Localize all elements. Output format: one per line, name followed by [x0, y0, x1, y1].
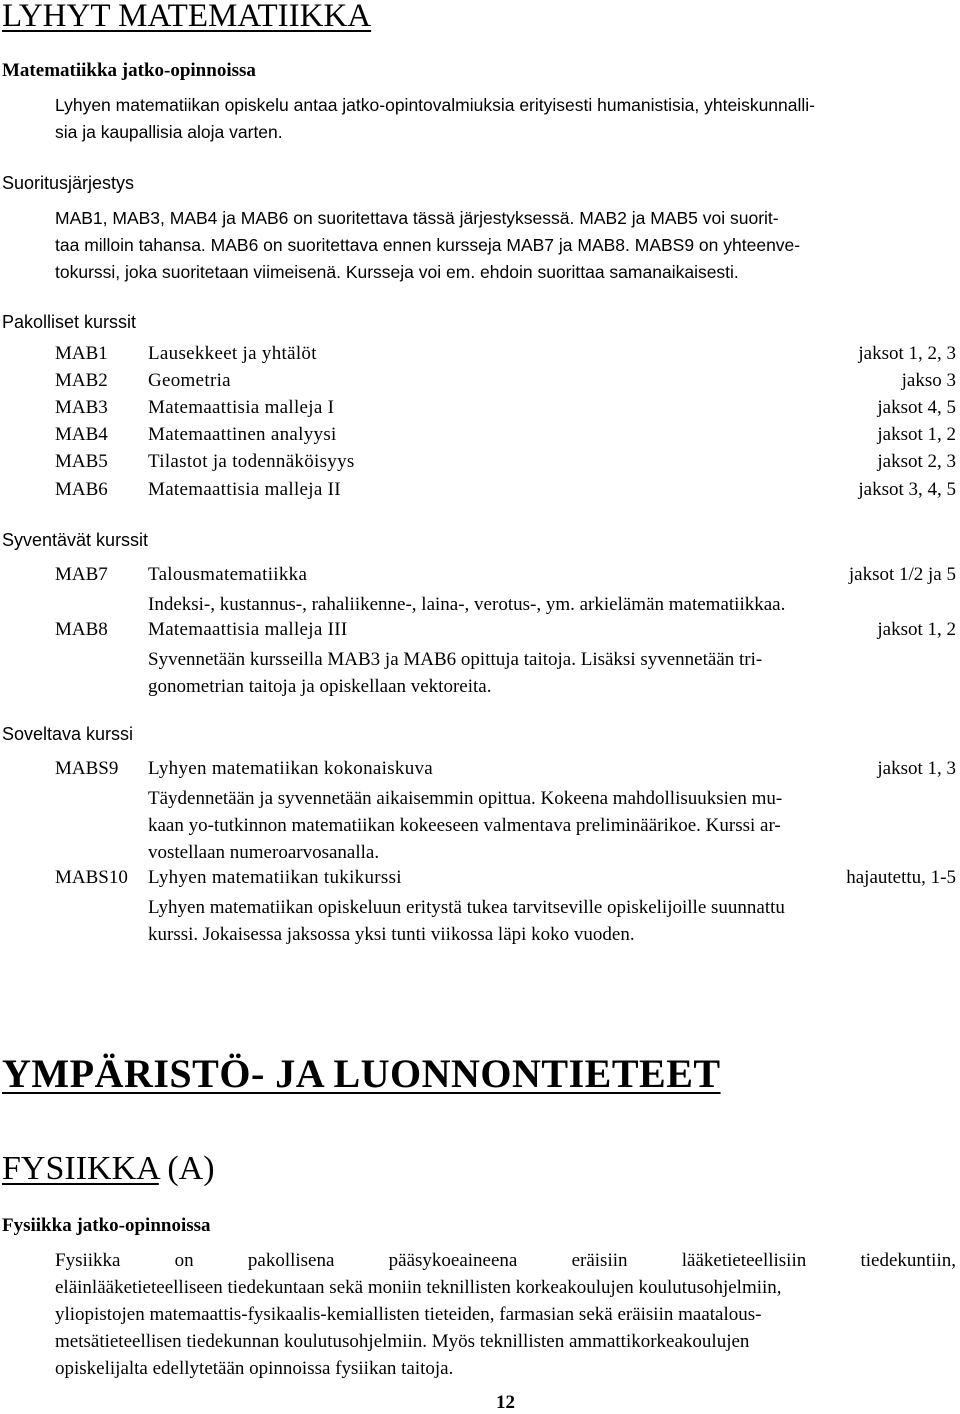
jatko-paragraph — [55, 92, 815, 146]
physics-word: on — [174, 1250, 194, 1271]
course-period: jaksot 2, 3 — [877, 451, 956, 472]
physics-word: eräisiin — [571, 1250, 628, 1271]
order-line: MAB1, MAB3, MAB4 ja MAB6 on suoritettava tässä järjestyksessä. MAB2 ja MAB5 voi suorit- — [55, 208, 779, 228]
course-code: MAB1 — [55, 343, 108, 364]
applied-heading: Soveltava kurssi — [2, 724, 134, 744]
physics-line: yliopistojen matemaattis-fysikaalis-kemiallisten tieteiden, farmasian sekä eräisiin maatalous- — [55, 1304, 762, 1325]
course-row — [55, 867, 956, 894]
jatko-line: Lyhyen matematiikan opiskelu antaa jatko-opintovalmiuksia erityisesti humanistisia, yhteiskunnalli- — [55, 95, 815, 115]
course-name: Matemaattinen analyysi — [148, 424, 337, 445]
course-code: MAB6 — [55, 479, 108, 500]
description-line: vostellaan numeroarvosanalla. — [148, 842, 380, 863]
course-period: jaksot 4, 5 — [877, 397, 956, 418]
course-row — [55, 564, 956, 591]
physics-word: tiedekuntiin, — [860, 1250, 956, 1271]
order-paragraph — [55, 205, 800, 286]
course-period: jaksot 3, 4, 5 — [858, 479, 956, 500]
course-code: MAB7 — [55, 564, 108, 585]
course-name: Tilastot ja todennäköisyys — [148, 451, 355, 472]
description-line: Indeksi-, kustannus-, rahaliikenne-, laina-, verotus-, ym. arkielämän matematiikkaa. — [148, 594, 786, 615]
course-period: jaksot 1, 2 — [877, 424, 956, 445]
physics-word: Fysiikka — [55, 1250, 121, 1271]
jatko-line: sia ja kaupallisia aloja varten. — [55, 122, 283, 142]
page-title: LYHYT MATEMATIIKKA — [2, 0, 372, 34]
course-name: Matemaattisia malleja I — [148, 397, 335, 418]
physics-line: opiskelijalta edellytetään opinnoissa fysiikan taitoja. — [55, 1358, 454, 1379]
course-code: MAB5 — [55, 451, 108, 472]
course-description — [148, 591, 785, 618]
physics-title-suffix: (A) — [167, 1150, 215, 1187]
physics-title — [2, 1150, 215, 1188]
course-period: jaksot 1, 3 — [877, 758, 956, 779]
jatko-heading: Matematiikka jatko-opinnoissa — [2, 60, 256, 81]
page-number: 12 — [496, 1392, 515, 1413]
course-row — [55, 424, 956, 451]
physics-word: pakollisena — [247, 1250, 335, 1271]
course-code: MABS9 — [55, 758, 119, 779]
description-line: kaan yo-tutkinnon matematiikan kokeeseen valmentava preliminäärikoe. Kurssi ar- — [148, 815, 781, 836]
course-name: Matemaattisia malleja II — [148, 479, 341, 500]
section-title: YMPÄRISTÖ- JA LUONNONTIETEET — [2, 1051, 721, 1096]
physics-line: metsätieteellisen tiedekunnan koulutusohjelmiin. Myös teknillisten ammattikorkeakoulujen — [55, 1331, 750, 1352]
physics-line: eläinlääketieteelliseen tiedekuntaan sekä moniin teknillisten korkeakoulujen koulutusohjelmiin, — [55, 1277, 782, 1298]
description-line: Täydennetään ja syvennetään aikaisemmin opittua. Kokeena mahdollisuuksien mu- — [148, 788, 783, 809]
course-period: jaksot 1/2 ja 5 — [848, 564, 956, 585]
course-row — [55, 343, 956, 370]
course-row — [55, 758, 956, 785]
advanced-heading: Syventävät kurssit — [2, 530, 149, 550]
physics-heading: Fysiikka jatko-opinnoissa — [2, 1215, 211, 1236]
course-description — [148, 785, 782, 866]
course-code: MAB8 — [55, 619, 108, 640]
description-line: Lyhyen matematiikan opiskeluun eritystä tukea tarvitseville opiskelijoille suunnattu — [148, 897, 785, 918]
course-name: Matemaattisia malleja III — [148, 619, 348, 640]
course-name: Geometria — [148, 370, 231, 391]
course-description — [148, 646, 762, 700]
course-row — [55, 479, 956, 506]
description-line: Syvennetään kursseilla MAB3 ja MAB6 opittuja taitoja. Lisäksi syvennetään tri- — [148, 649, 763, 670]
order-heading: Suoritusjärjestys — [2, 173, 135, 193]
course-period: jaksot 1, 2 — [877, 619, 956, 640]
description-line: gonometrian taitoja ja opiskellaan vektoreita. — [148, 676, 492, 697]
course-row — [55, 619, 956, 646]
course-row — [55, 451, 956, 478]
description-line: kurssi. Jokaisessa jaksossa yksi tunti viikossa läpi koko vuoden. — [148, 924, 635, 945]
physics-paragraph — [55, 1247, 956, 1382]
mandatory-heading: Pakolliset kurssit — [2, 312, 137, 332]
course-code: MABS10 — [55, 867, 128, 888]
course-name: Lausekkeet ja yhtälöt — [148, 343, 317, 364]
course-name: Talousmatematiikka — [148, 564, 308, 585]
course-row — [55, 370, 956, 397]
course-period: jakso 3 — [901, 370, 956, 391]
physics-word: lääketieteellisiin — [681, 1250, 807, 1271]
course-code: MAB2 — [55, 370, 108, 391]
course-code: MAB4 — [55, 424, 108, 445]
course-code: MAB3 — [55, 397, 108, 418]
course-period: jaksot 1, 2, 3 — [858, 343, 956, 364]
physics-title-main: FYSIIKKA — [2, 1150, 159, 1187]
physics-line-justified — [55, 1247, 956, 1274]
course-row — [55, 397, 956, 424]
order-line: taa milloin tahansa. MAB6 on suoritettava ennen kursseja MAB7 ja MAB8. MABS9 on yhteenve- — [55, 235, 801, 255]
order-line: tokurssi, joka suoritetaan viimeisenä. Kursseja voi em. ehdoin suorittaa samanaikaisesti. — [55, 262, 739, 282]
course-description — [148, 894, 785, 948]
course-name: Lyhyen matematiikan kokonaiskuva — [148, 758, 434, 779]
course-name: Lyhyen matematiikan tukikurssi — [148, 867, 402, 888]
course-period: hajautettu, 1-5 — [846, 867, 956, 888]
physics-word: pääsykoeaineena — [388, 1250, 518, 1271]
